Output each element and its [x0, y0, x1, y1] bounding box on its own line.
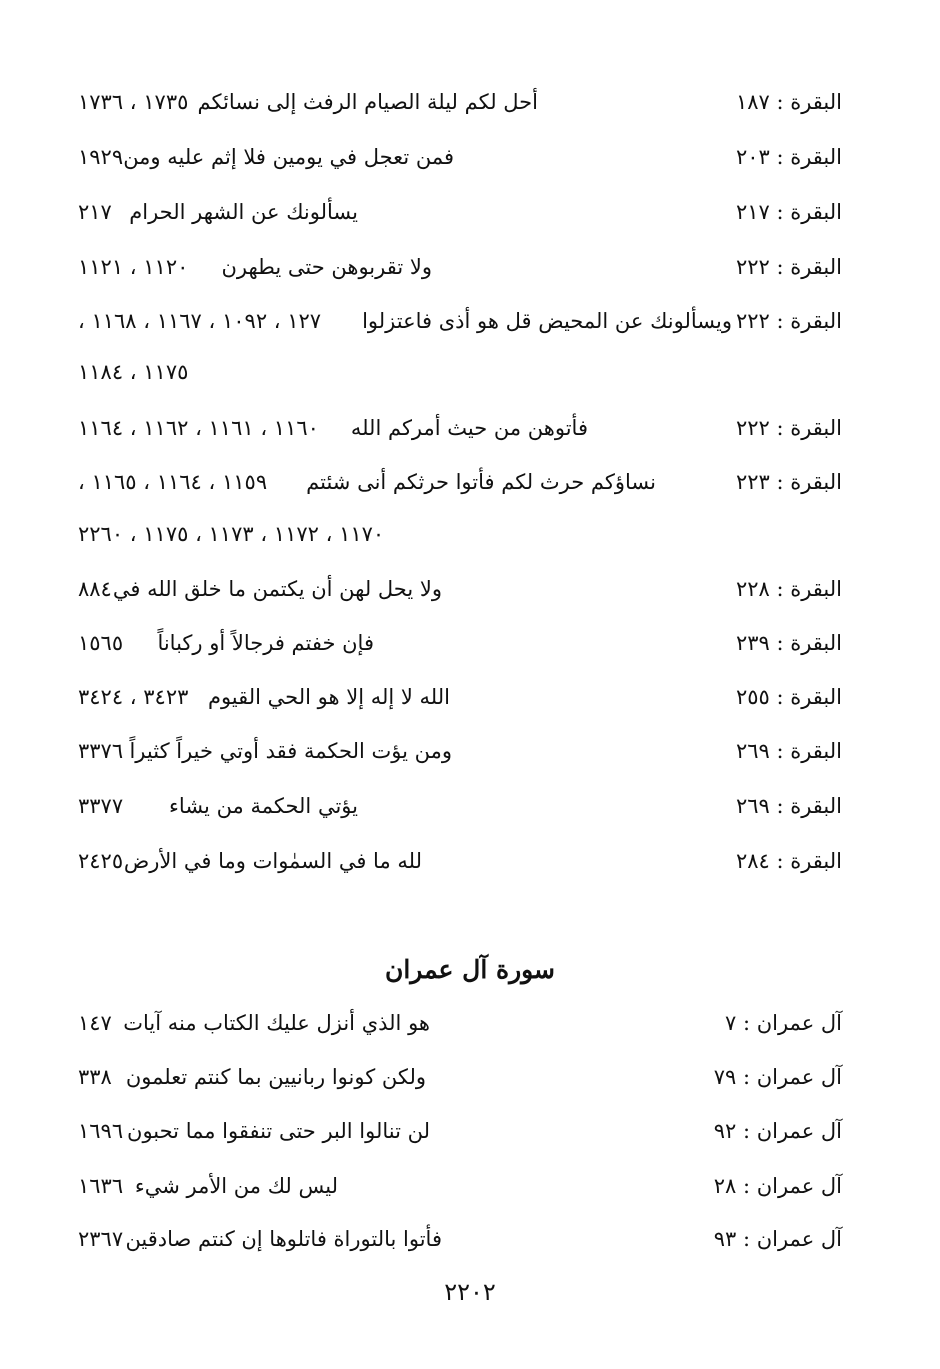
verse-reference: البقرة : ٢٢٢: [735, 255, 842, 279]
index-entry: [0, 247, 940, 287]
index-entry: [0, 1111, 940, 1151]
verse-text: لله ما في السمٰوات وما في الأرض: [123, 849, 422, 873]
index-entry: [0, 569, 940, 609]
index-entry: [0, 623, 940, 663]
index-entry: [0, 301, 940, 341]
index-entry: [0, 1057, 940, 1097]
verse-text: هو الذي أنزل عليك الكتاب منه آيات: [123, 1011, 430, 1035]
hadith-numbers: ١٥٦٥: [78, 631, 124, 655]
verse-reference: البقرة : ٢٢٣: [735, 470, 842, 494]
page-number: ٢٢٠٢: [444, 1278, 496, 1306]
verse-text: الله لا إله إلا هو الحي القيوم: [207, 685, 450, 709]
hadith-numbers: ١٦٣٦: [78, 1174, 124, 1198]
verse-text: ولا يحل لهن أن يكتمن ما خلق الله في: [112, 577, 442, 601]
hadith-numbers: ١٧٣٥ ، ١٧٣٦: [78, 90, 189, 114]
hadith-numbers: ٣٣٧٦: [78, 739, 124, 763]
index-entry: [0, 1219, 940, 1259]
verse-reference: آل عمران : ٧: [725, 1011, 842, 1035]
index-entry: [0, 841, 940, 881]
verse-text: ليس لك من الأمر شيء: [134, 1174, 338, 1198]
hadith-numbers: ٢١٧: [78, 200, 112, 224]
verse-reference: البقرة : ١٨٧: [735, 90, 842, 114]
hadith-numbers-continued: ١١٧٥ ، ١١٨٤: [78, 360, 189, 384]
hadith-numbers: ١١٥٩ ، ١١٦٤ ، ١١٦٥ ،: [78, 470, 268, 494]
verse-text: ويسألونك عن المحيض قل هو أذى فاعتزلوا: [362, 309, 732, 333]
verse-text: فأتوا بالتوراة فاتلوها إن كنتم صادقين: [125, 1227, 442, 1251]
index-entry: [0, 1003, 940, 1043]
verse-reference: البقرة : ٢٦٩: [735, 739, 842, 763]
verse-text: فمن تعجل في يومين فلا إثم عليه ومن: [123, 145, 454, 169]
hadith-numbers: ١٢٧ ، ١٠٩٢ ، ١١٦٧ ، ١١٦٨ ،: [78, 309, 322, 333]
verse-reference: آل عمران : ٢٨: [713, 1174, 842, 1198]
verse-reference: البقرة : ٢٣٩: [735, 631, 842, 655]
index-entry: [0, 137, 940, 177]
index-entry: [0, 731, 940, 771]
verse-text: يؤتي الحكمة من يشاء: [169, 794, 358, 818]
verse-text: أحل لكم ليلة الصيام الرفث إلى نسائكم: [197, 90, 538, 114]
hadith-numbers-continued: ١١٧٠ ، ١١٧٢ ، ١١٧٣ ، ١١٧٥ ، ٢٢٦٠: [78, 522, 385, 546]
verse-reference: آل عمران : ٩٣: [713, 1227, 842, 1251]
hadith-numbers: ١٩٢٩: [78, 145, 124, 169]
hadith-numbers: ١٦٩٦: [78, 1119, 124, 1143]
verse-text: ومن يؤت الحكمة فقد أوتي خيراً كثيراً: [129, 739, 452, 763]
verse-reference: آل عمران : ٩٢: [713, 1119, 842, 1143]
verse-reference: البقرة : ٢٦٩: [735, 794, 842, 818]
verse-text: فأتوهن من حيث أمركم الله: [350, 416, 588, 440]
verse-reference: البقرة : ٢٥٥: [735, 685, 842, 709]
verse-reference: البقرة : ٢٠٣: [735, 145, 842, 169]
hadith-numbers: ٢٣٦٧: [78, 1227, 124, 1251]
verse-reference: البقرة : ٢٨٤: [735, 849, 842, 873]
index-entry: [0, 786, 940, 826]
verse-text: ولا تقربوهن حتى يطهرن: [221, 255, 432, 279]
hadith-numbers: ٢٤٢٥: [78, 849, 124, 873]
index-entry: [0, 192, 940, 232]
verse-reference: آل عمران : ٧٩: [713, 1065, 842, 1089]
index-entry: [0, 408, 940, 448]
verse-reference: البقرة : ٢٢٢: [735, 309, 842, 333]
verse-text: لن تنالوا البر حتى تنفقوا مما تحبون: [127, 1119, 430, 1143]
hadith-numbers: ٣٣٨: [78, 1065, 112, 1089]
index-entry: [0, 82, 940, 122]
index-entry: [0, 1166, 940, 1206]
hadith-numbers: ٣٣٧٧: [78, 794, 124, 818]
index-entry: [0, 677, 940, 717]
verse-reference: البقرة : ٢٢٨: [735, 577, 842, 601]
surah-heading: سورة آل عمران: [384, 955, 556, 984]
verse-text: يسألونك عن الشهر الحرام: [129, 200, 358, 224]
verse-reference: البقرة : ٢٢٢: [735, 416, 842, 440]
index-entry: [0, 462, 940, 502]
hadith-numbers: ١١٢٠ ، ١١٢١: [78, 255, 189, 279]
hadith-numbers: ١١٦٠ ، ١١٦١ ، ١١٦٢ ، ١١٦٤: [78, 416, 319, 440]
verse-text: ولكن كونوا ربانيين بما كنتم تعلمون: [125, 1065, 426, 1089]
hadith-numbers: ١٤٧: [78, 1011, 112, 1035]
hadith-numbers: ٣٤٢٣ ، ٣٤٢٤: [78, 685, 189, 709]
verse-text: نساؤكم حرث لكم فأتوا حرثكم أنى شئتم: [306, 470, 656, 494]
hadith-numbers: ٨٨٤: [78, 577, 112, 601]
verse-reference: البقرة : ٢١٧: [735, 200, 842, 224]
verse-text: فإن خفتم فرجالاً أو ركباناً: [157, 631, 374, 655]
